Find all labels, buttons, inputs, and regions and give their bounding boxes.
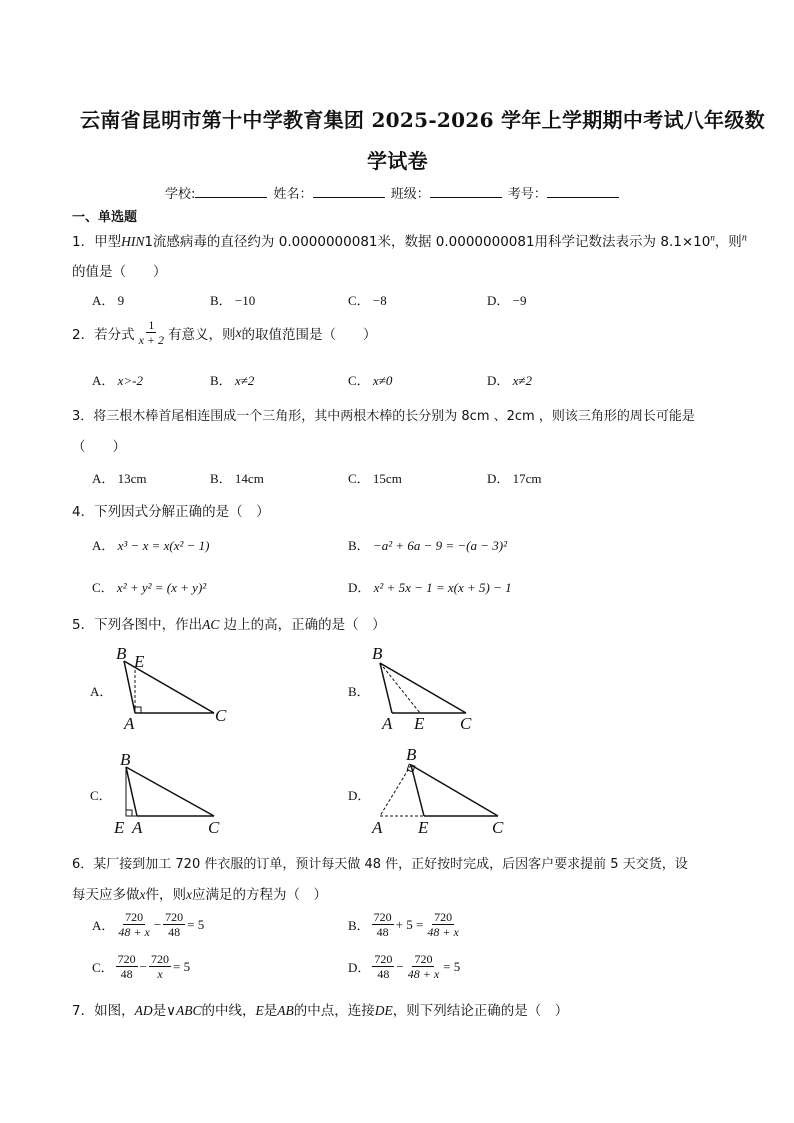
point-c: C xyxy=(215,706,227,725)
q1-option-b[interactable]: B． −10 xyxy=(210,293,256,308)
q3-option-b[interactable]: B． 14cm xyxy=(210,471,264,486)
q6-var: x xyxy=(139,887,146,902)
side-be xyxy=(411,765,424,816)
exam-title-line1: 云南省昆明市第十中学教育集团 2025-2026 学年上学期期中考试八年级数 xyxy=(80,108,765,132)
q2-stem xyxy=(72,318,377,347)
q5-option-b-label[interactable]: B． xyxy=(348,684,370,699)
q1-var: n xyxy=(741,232,747,244)
point-a: A xyxy=(372,818,383,837)
q3-option-d[interactable]: D． 17cm xyxy=(487,471,542,486)
name-label: 姓名： xyxy=(273,187,313,202)
q5-figure-a[interactable] xyxy=(110,643,235,733)
q2-var: x xyxy=(235,324,242,340)
point-b: B xyxy=(116,644,127,663)
point-a: A xyxy=(124,714,135,733)
point-c: C xyxy=(492,818,504,837)
q3-option-c[interactable]: C． 15cm xyxy=(348,471,402,486)
q1-exponent: n xyxy=(710,232,715,243)
q6-stem-line1: 6．某厂接到加工 720 件衣服的订单，预计每天做 48 件，正好按时完成，后因客户要求提前 5 天交货，设 xyxy=(72,857,688,872)
q6-text: 每天应多做 xyxy=(72,887,140,903)
point-e: E xyxy=(418,818,429,837)
q5-option-c-label[interactable]: C． xyxy=(90,788,112,803)
q6-option-d[interactable]: D． $\frac{720}{48}$ − $\frac{720}{48 + x}$ = 5 xyxy=(348,952,461,981)
q2-option-b[interactable]: B． x≠2 xyxy=(210,373,255,388)
q3-option-a[interactable]: A． 13cm xyxy=(92,471,147,486)
q5-figure-d[interactable] xyxy=(368,745,513,837)
q5-text: 边上的高，正确的是（ ） xyxy=(219,617,386,633)
q5-var: AC xyxy=(202,617,220,632)
point-c: C xyxy=(460,714,472,733)
q1-stem-line1 xyxy=(72,230,747,250)
q4-option-b[interactable]: B． −a² + 6a − 9 = −(a − 3)² xyxy=(348,538,508,553)
q1-text: 1流感病毒的直径约为 0.0000000081米，数据 0.0000000081用科学记数法表示为 8.1×10 xyxy=(144,234,711,250)
q2-text: 2．若分式 xyxy=(72,326,135,343)
class-label: 班级： xyxy=(390,187,430,202)
point-b: B xyxy=(406,745,417,764)
q6-text: 件，则 xyxy=(145,887,186,903)
right-angle-mark xyxy=(126,810,132,816)
side-bc xyxy=(411,765,498,816)
q6-option-b[interactable]: B． $\frac{720}{48}$ + 5 = $\frac{720}{48 + x}$ xyxy=(348,910,459,939)
q1-option-a[interactable]: A． 9 xyxy=(92,293,125,308)
point-e: E xyxy=(134,652,145,671)
q6-var: x xyxy=(186,887,192,902)
point-a: A xyxy=(132,818,143,837)
exam-no-label: 考号： xyxy=(507,187,547,202)
class-blank xyxy=(430,185,502,198)
right-angle-mark xyxy=(135,707,141,713)
q4-option-c[interactable]: C． x² + y² = (x + y)² xyxy=(92,580,207,595)
q4-option-d[interactable]: D． x² + 5x − 1 = x(x + 5) − 1 xyxy=(348,580,512,595)
q1-stem-line2: 的值是（ ） xyxy=(72,264,167,280)
q4-stem: 4．下列因式分解正确的是（ ） xyxy=(72,504,270,520)
q6-option-c[interactable]: C． $\frac{720}{48}$ − $\frac{720}{x}$ = 5 xyxy=(92,952,191,981)
point-c: C xyxy=(208,818,220,837)
q2-option-a[interactable]: A． x>-2 xyxy=(92,373,144,388)
school-blank xyxy=(195,185,267,198)
point-b: B xyxy=(120,750,131,769)
q1-text: 1．甲型 xyxy=(72,234,122,250)
q1-text: ，则 xyxy=(714,234,742,250)
q2-option-c[interactable]: C． x≠0 xyxy=(348,373,393,388)
q1-option-d[interactable]: D． −9 xyxy=(487,293,527,308)
point-b: B xyxy=(372,644,383,663)
q3-stem-line1: 3．将三根木棒首尾相连围成一个三角形，其中两根木棒的长分别为 8cm 、2cm ，则该三角形的周长可能是 xyxy=(72,409,695,424)
exam-no-blank xyxy=(547,185,619,198)
student-info-row xyxy=(165,183,621,202)
q2-text: 的取值范围是（ ） xyxy=(241,326,377,343)
q5-option-d-label[interactable]: D． xyxy=(348,788,371,803)
q1-option-c[interactable]: C． −8 xyxy=(348,293,387,308)
side-ba xyxy=(126,767,137,816)
q3-stem-line2: （ ） xyxy=(72,439,126,455)
q5-figure-b[interactable] xyxy=(368,643,483,733)
q5-option-a-label[interactable]: A． xyxy=(90,684,113,699)
q6-stem-line2 xyxy=(72,883,327,903)
point-a: A xyxy=(382,714,393,733)
side-ba xyxy=(380,663,392,713)
q6-text: 应满足的方程为（ ） xyxy=(192,887,327,903)
exam-title-line2: 学试卷 xyxy=(367,149,428,173)
q2-text: 有意义，则 xyxy=(168,326,236,343)
point-e: E xyxy=(114,818,125,837)
school-label: 学校: xyxy=(165,187,196,202)
q4-option-a[interactable]: A． x³ − x = x(x² − 1) xyxy=(92,538,210,553)
q7-stem: 7．如图，AD是∨ABC的中线，E是AB的中点，连接DE，则下列结论正确的是（ ） xyxy=(72,1003,569,1019)
q2-option-d[interactable]: D． x≠2 xyxy=(487,373,533,388)
q6-option-a[interactable]: A． $\frac{720}{48 + x}$ − $\frac{720}{48}$ = 5 xyxy=(92,910,205,939)
side-bc xyxy=(380,663,466,713)
q2-fraction xyxy=(137,318,166,347)
name-blank xyxy=(313,185,385,198)
dashed-ba xyxy=(380,765,411,816)
q5-text: 5．下列各图中，作出 xyxy=(72,617,203,633)
side-bc xyxy=(126,767,214,816)
section-heading: 一、单选题 xyxy=(72,210,138,225)
q5-stem xyxy=(72,613,386,633)
q1-virus-name: HIN xyxy=(121,234,145,249)
q5-figure-c[interactable] xyxy=(110,745,235,837)
q2-frac-num: 1 xyxy=(148,318,155,332)
point-e: E xyxy=(414,714,425,733)
q2-frac-den: x + 2 xyxy=(138,333,165,347)
